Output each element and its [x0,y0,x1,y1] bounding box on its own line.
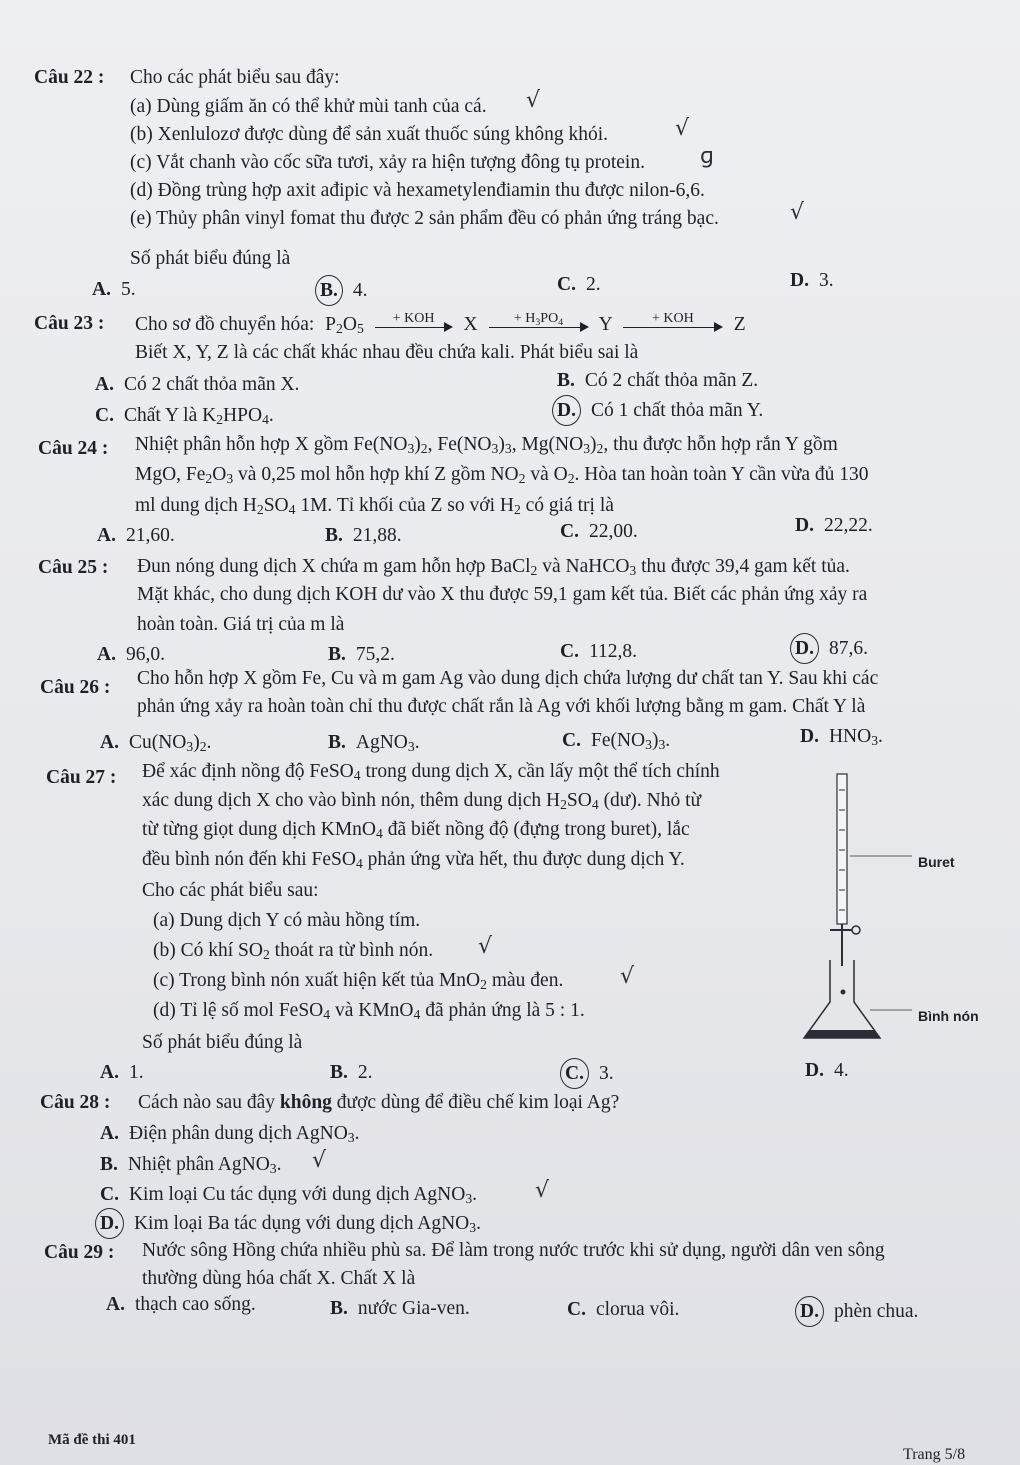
option-d[interactable] [557,395,763,426]
option-b[interactable] [325,521,402,550]
option-b[interactable] [330,1294,470,1323]
option-letter: C. [557,274,576,295]
option-a[interactable] [100,1058,144,1087]
statement-b: (b) Có khí $SO_2$ thoát ra từ bình nón. [153,940,434,962]
option-letter: A. [100,1123,119,1144]
statement-d: (d) Đồng trùng hợp axit ađipic và hexametylenđiamin thu được nilon-6,6. [130,180,705,201]
option-c[interactable] [565,1058,614,1089]
option-letter: B. [100,1154,118,1175]
option-letter: B. [328,644,346,665]
option-d[interactable] [800,1296,918,1327]
statement-a: (a) Dung dịch Y có màu hồng tím. [153,910,421,931]
option-letter: C. [560,641,579,662]
check-mark-icon: √ [478,934,493,959]
option-c[interactable]: C. Kim loại Cu tác dụng với dung dịch AgNO$_3$. [100,1184,478,1206]
question-label: Câu 29 : [44,1242,115,1263]
question-text: Để xác định nồng độ FeSO$_4$ trong dung dịch X, cần lấy một thể tích chính [142,761,720,783]
check-mark-icon: √ [535,1178,550,1203]
check-mark-icon: √ [620,964,635,989]
option-letter: B. [315,275,343,306]
option-b[interactable]: B. Nhiệt phân AgNO$_3$. [100,1154,282,1176]
option-a[interactable] [97,521,175,550]
option-text: 3. [598,1063,614,1084]
scheme-y: Y [598,314,613,335]
reaction-arrow: + KOH [375,316,453,336]
option-b[interactable] [320,275,368,306]
option-c[interactable] [560,517,638,546]
option-text: 75,2. [355,644,395,665]
flask-label: Bình nón [918,1008,979,1024]
question-text: Cho hỗn hợp X gồm Fe, Cu và m gam Ag vào dung dịch chứa lượng dư chất tan Y. Sau khi các [137,668,879,689]
option-letter: B. [330,1298,348,1319]
option-letter: C. [560,521,579,542]
option-text: 2. [585,274,601,295]
option-text: 5. [120,279,136,300]
statement-d: (d) Tỉ lệ số mol FeSO$_4$ và KMnO$_4$ đã phản ứng là 5 : 1. [153,1000,585,1022]
option-text: 4. [833,1060,849,1081]
option-d[interactable] [790,266,834,295]
question-text: đều bình nón đến khi FeSO$_4$ phản ứng vừa hết, thu được dung dịch Y. [142,849,685,871]
option-text: Chất Y là K [123,405,217,426]
buret-label: Buret [918,854,955,870]
option-text: Có 2 chất thỏa mãn Z. [584,370,759,391]
statement-a: (a) Dùng giấm ăn có thể khử mùi tanh của cá. [130,96,487,117]
reaction-scheme [135,310,746,339]
option-letter: A. [100,732,119,753]
option-a[interactable] [106,1290,256,1319]
question-text: từ từng giọt dung dịch KMnO$_4$ đã biết nồng độ (đựng trong buret), lắc [142,819,690,841]
question-text: Cách nào sau đây không được dùng để điều chế kim loại Ag? [138,1092,620,1113]
option-letter: A. [95,374,114,395]
option-letter: A. [100,1062,119,1083]
question-prompt: Số phát biểu đúng là [130,248,291,269]
option-letter: B. [557,370,575,391]
option-text: 3. [818,270,834,291]
option-letter: A. [97,644,116,665]
check-mark-icon: √ [790,200,805,225]
question-prompt: Số phát biểu đúng là [142,1032,303,1053]
option-d[interactable] [805,1056,849,1085]
question-text: phản ứng xảy ra hoàn toàn chỉ thu được chất rắn là Ag với khối lượng bằng m gam. Chất Y là [137,696,866,717]
option-text: 21,88. [352,525,402,546]
question-text: Đun nóng dung dịch X chứa m gam hỗn hợp BaCl$_2$ và NaHCO$_3$ thu được 39,4 gam kết tủa. [137,556,850,578]
option-c[interactable] [560,637,637,666]
option-letter: C. [562,730,581,751]
option-letter: B. [328,732,346,753]
option-letter: C. [560,1058,589,1089]
statement-c: (c) Trong bình nón xuất hiện kết tủa MnO$_2$ màu đen. [153,970,564,992]
question-text: thường dùng hóa chất X. Chất X là [142,1268,416,1289]
option-letter: D. [795,1296,824,1327]
question-text: Mặt khác, cho dung dịch KOH dư vào X thu được 59,1 gam kết tủa. Biết các phản ứng xảy ra [137,584,868,605]
question-text: Nhiệt phân hỗn hợp X gồm $Fe(NO_3)_2$, $Fe(NO_3)_3$, $Mg(NO_3)_2$, thu được hỗn hợp rắn Y gồm [135,434,838,456]
question-label: Câu 22 : [34,67,105,88]
option-letter: D. [805,1060,824,1081]
option-c[interactable]: C. Chất Y là $K_2HPO_4$. [95,405,274,427]
question-intro: Cho các phát biểu sau: [142,880,319,901]
option-a[interactable] [95,370,299,399]
option-letter: B. [330,1062,348,1083]
question-label: Câu 26 : [40,677,111,698]
buret-stopcock [830,924,852,948]
option-text: thạch cao sống. [134,1294,256,1315]
option-c[interactable] [567,1295,679,1324]
option-b[interactable] [557,366,758,395]
option-d[interactable] [795,633,868,664]
drop [841,990,846,995]
option-letter: D. [800,726,819,747]
option-text: 96,0. [125,644,165,665]
option-letter: C. [567,1299,586,1320]
statement-c: (c) Vắt chanh vào cốc sữa tươi, xảy ra hiện tượng đông tụ protein. [130,152,645,173]
option-letter: B. [325,525,343,546]
scheme-start: $P_2O_5$ [325,314,364,336]
option-letter: C. [95,405,114,426]
option-b[interactable]: B. AgNO$_3$. [328,732,420,754]
option-letter: D. [795,515,814,536]
option-d[interactable] [795,511,873,540]
option-text: 21,60. [125,525,175,546]
question-text: ml dung dịch $H_2SO_4$ 1M. Tỉ khối của Z so với $H_2$ có giá trị là [135,495,614,517]
scheme-intro: Cho sơ đồ chuyển hóa: [135,314,315,335]
reaction-arrow: + KOH [623,316,723,336]
conical-flask [804,960,880,1038]
scheme-z: Z [733,314,746,335]
question-label: Câu 28 : [40,1092,111,1113]
buret-tube [837,774,847,924]
question-label: Câu 23 : [34,313,105,334]
option-text: 87,6. [828,638,868,659]
option-text: 22,00. [588,521,638,542]
question-label: Câu 25 : [38,557,109,578]
question-text: Nước sông Hồng chứa nhiều phù sa. Để làm trong nước trước khi sử dụng, người dân ven sông [142,1240,885,1261]
option-a[interactable]: A. Điện phân dung dịch AgNO$_3$. [100,1123,360,1145]
option-letter: D. [790,633,819,664]
option-letter: A. [92,279,111,300]
statement-e: (e) Thủy phân vinyl fomat thu được 2 sản phẩm đều có phản ứng tráng bạc. [130,208,719,229]
option-text: clorua vôi. [595,1299,680,1320]
option-letter: D. [790,270,809,291]
question-text: MgO, $Fe_2O_3$ và 0,25 mol hỗn hợp khí Z gồm $NO_2$ và $O_2$. Hòa tan hoàn toàn Y cần vừa đủ 130 [135,464,869,486]
option-letter: D. [552,395,581,426]
option-a[interactable]: A. $Cu(NO_3)_2$. [100,732,212,754]
option-b[interactable] [330,1058,373,1087]
option-letter: D. [95,1208,124,1239]
check-mark-icon: √ [675,116,690,141]
option-text: Có 2 chất thỏa mãn X. [123,374,300,395]
exam-code: Mã đề thi 401 [48,1432,136,1448]
option-a[interactable] [92,275,136,304]
option-d[interactable]: D. $HNO_3$. [800,726,883,748]
option-c[interactable]: C. $Fe(NO_3)_3$. [562,730,671,752]
option-text: 112,8. [588,641,637,662]
option-text: 2. [357,1062,373,1083]
option-text: phèn chua. [833,1301,919,1322]
option-c[interactable] [557,270,601,299]
option-letter: C. [100,1184,119,1205]
option-text: Có 1 chất thỏa mãn Y. [590,400,764,421]
option-letter: A. [97,525,116,546]
option-letter: A. [106,1294,125,1315]
question-label: Câu 27 : [46,767,117,788]
option-text: 1. [128,1062,144,1083]
question-text: xác dung dịch X cho vào bình nón, thêm dung dịch $H_2SO_4$ (dư). Nhỏ từ [142,790,702,812]
question-text: hoàn toàn. Giá trị của m là [137,614,345,635]
question-label: Câu 24 : [38,438,109,459]
option-text: nước Gia-ven. [357,1298,470,1319]
question-prompt: Biết X, Y, Z là các chất khác nhau đều chứa kali. Phát biểu sai là [135,342,639,363]
statement-b: (b) Xenlulozơ được dùng để sản xuất thuốc súng không khói. [130,124,608,145]
option-text: 4. [352,280,368,301]
option-text: 22,22. [823,515,873,536]
reaction-arrow: + $H_3PO_4$ [489,316,589,336]
page-number: Trang 5/8 [903,1446,966,1463]
check-mark-icon: √ [526,88,541,113]
scheme-x: X [463,314,478,335]
check-mark-icon: √ [312,1148,327,1173]
check-mark-icon: ɡ [700,144,714,169]
option-d[interactable]: D. Kim loại Ba tác dụng với dung dịch AgNO$_3$. [100,1208,481,1239]
question-intro: Cho các phát biểu sau đây: [130,67,340,88]
